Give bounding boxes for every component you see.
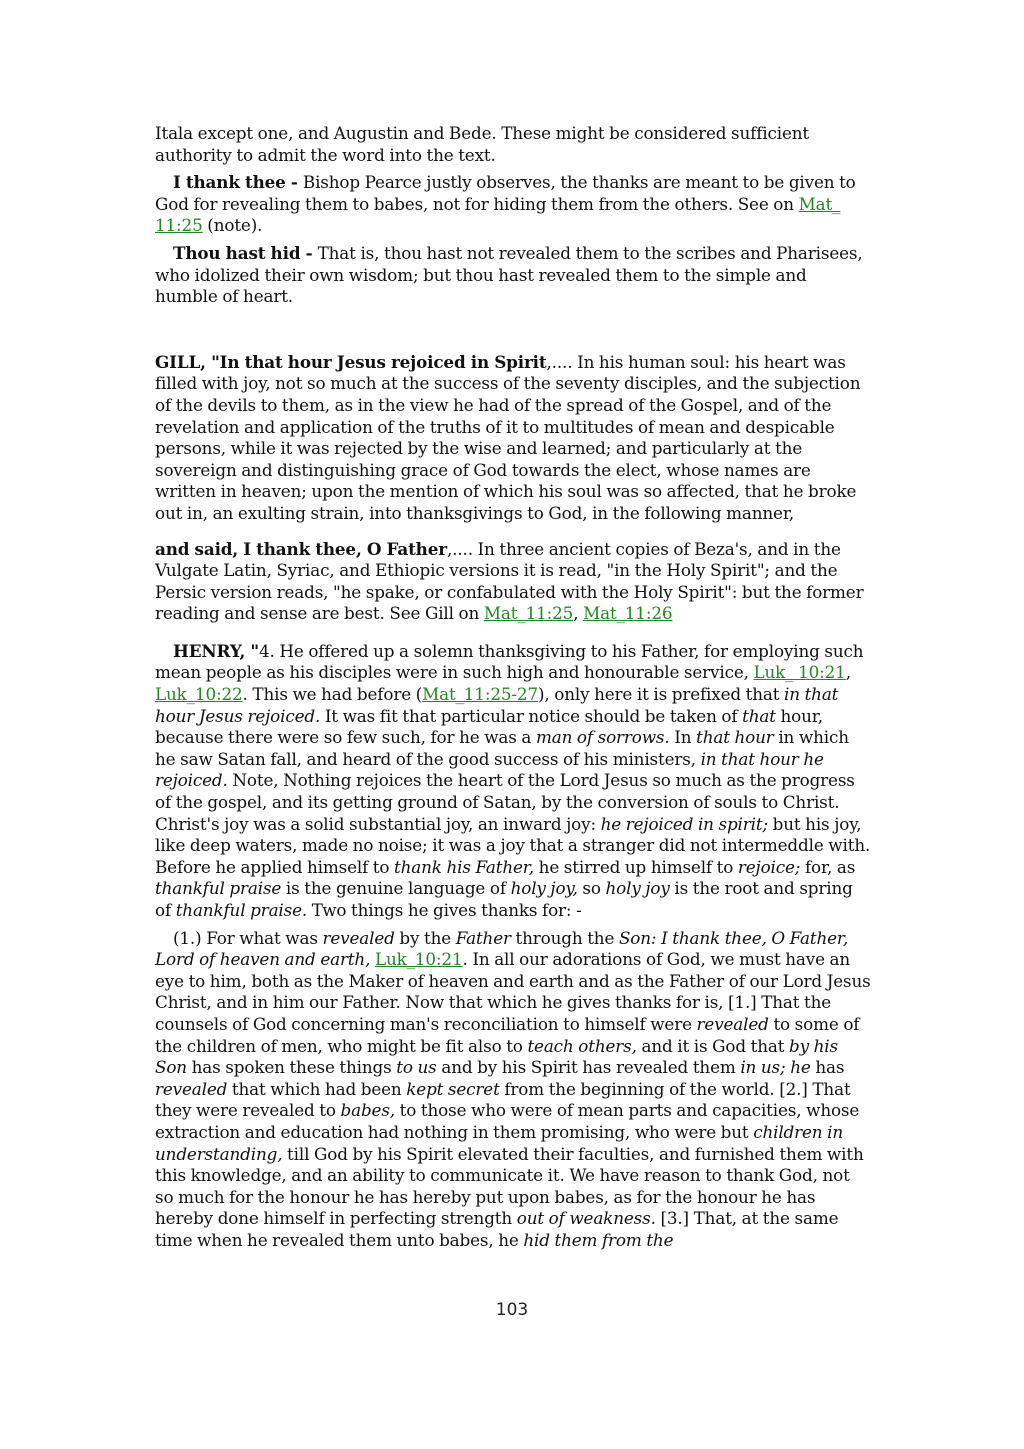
link-mat-11-25-note[interactable]: Mat_ 11:25 [155,193,841,236]
heading-thou-hast-hid: Thou hast hid - [173,242,318,263]
paragraph-gill: GILL, "In that hour Jesus rejoiced in Spirit,.... In his human soul: his heart was filled with joy, not so much at the success of the seventy disciples, and the subjection of the devils to them, as in the view he had of the spread of the Gospel, and of the revelation and application of the truths of it to multitudes of mean and despicable persons, while it was rejected by the wise and learned; and particularly at the sovereign and distinguishing grace of God towards the elect, whose names are written in heaven; upon the mention of which his soul was so affected, that he broke out in, an exulting strain, into thanksgivings to God, in the following manner, [155,351,861,523]
paragraph-and-said: and said, I thank thee, O Father,.... In three ancient copies of Beza's, and in the Vulgate Latin, Syriac, and Ethiopic versions it is read, "in the Holy Spirit"; and the Persic version reads, "he spake, or confabulated with the Holy Spirit": but the former reading and sense are best. See Gill on Mat_11:25, Mat_11:26 [155,538,864,624]
heading-and-said: and said, I thank thee, O Father [155,538,447,559]
paragraph-thou-hast-hid: Thou hast hid - That is, thou hast not revealed them to the scribes and Pharisees, who idolized their own wisdom; but thou hast revealed them to the simple and humble of heart. [155,242,863,307]
link-mat-11-26[interactable]: Mat_11:26 [583,603,673,624]
link-mat-11-25[interactable]: Mat_11:25 [483,603,574,624]
link-luk-10-21-b[interactable]: Luk_10:21 [374,949,463,970]
paragraph-henry: HENRY, "4. He offered up a solemn thanksgiving to his Father, for employing such mean people as his disciples were in such high and honourable service, Luk_ 10:21, Luk_10:22. This we had before (Mat_11:25-27), only here it is prefixed that in that hour Jesus rejoiced. It was fit that particular notice should be taken of that hour, because there were so few such, for he was a man of sorrows. In that hour in which he saw Satan fall, and heard of the good success of his ministers, in that hour he rejoiced. Note, Nothing rejoices the heart of the Lord Jesus so much as the progress of the gospel, and its getting ground of Satan, by the conversion of souls to Christ. Christ's joy was a solid substantial joy, an inward joy: he rejoiced in spirit; but his joy, like deep waters, made no noise; it was a joy that a stranger did not intermeddle with. Before he applied himself to thank his Father, he stirred up himself to rejoice; for, as thankful praise is the genuine language of holy joy, so holy joy is the root and spring of thankful praise. Two things he gives thanks for: - [155,640,871,920]
page-body [155,123,871,1258]
page-number: 103 [495,1300,529,1320]
paragraph-itala: Itala except one, and Augustin and Bede. These might be considered sufficient authority to admit the word into the text. [155,123,809,165]
paragraph-revealed: (1.) For what was revealed by the Father through the Son: I thank thee, O Father, Lord of heaven and earth, Luk_10:21. In all our adorations of God, we must have an eye to him, both as the Maker of heaven and earth and as the Father of our Lord Jesus Christ, and in him our Father. Now that which he gives thanks for is, [1.] That the counsels of God concerning man's reconciliation to himself were revealed to some of the children of men, who might be fit also to teach others, and it is God that by his Son has spoken these things to us and by his Spirit has revealed them in us; he has revealed that which had been kept secret from the beginning of the world. [2.] That they were revealed to babes, to those who were of mean parts and capacities, whose extraction and education had nothing in them promising, who were but children in understanding, till God by his Spirit elevated their faculties, and furnished them with this knowledge, and an ability to communicate it. We have reason to thank God, not so much for the honour he has hereby put upon babes, as for the honour he has hereby done himself in perfecting strength out of weakness. [3.] That, at the same time when he revealed them unto babes, he hid them from the [155,927,871,1250]
heading-i-thank-thee: I thank thee - [173,172,303,193]
link-luk-10-21[interactable]: Luk_ 10:21 [753,662,846,683]
paragraph-i-thank-thee: I thank thee - Bishop Pearce justly observes, the thanks are meant to be given to God for revealing them to babes, not for hiding them from the others. See on Mat_ 11:25 (note). [155,172,856,236]
heading-henry: HENRY, " [173,640,259,661]
heading-gill: GILL, "In that hour Jesus rejoiced in Spirit [155,351,547,372]
link-mat-11-25-27[interactable]: Mat_11:25-27 [422,684,538,705]
link-luk-10-22[interactable]: Luk_10:22 [155,684,243,705]
